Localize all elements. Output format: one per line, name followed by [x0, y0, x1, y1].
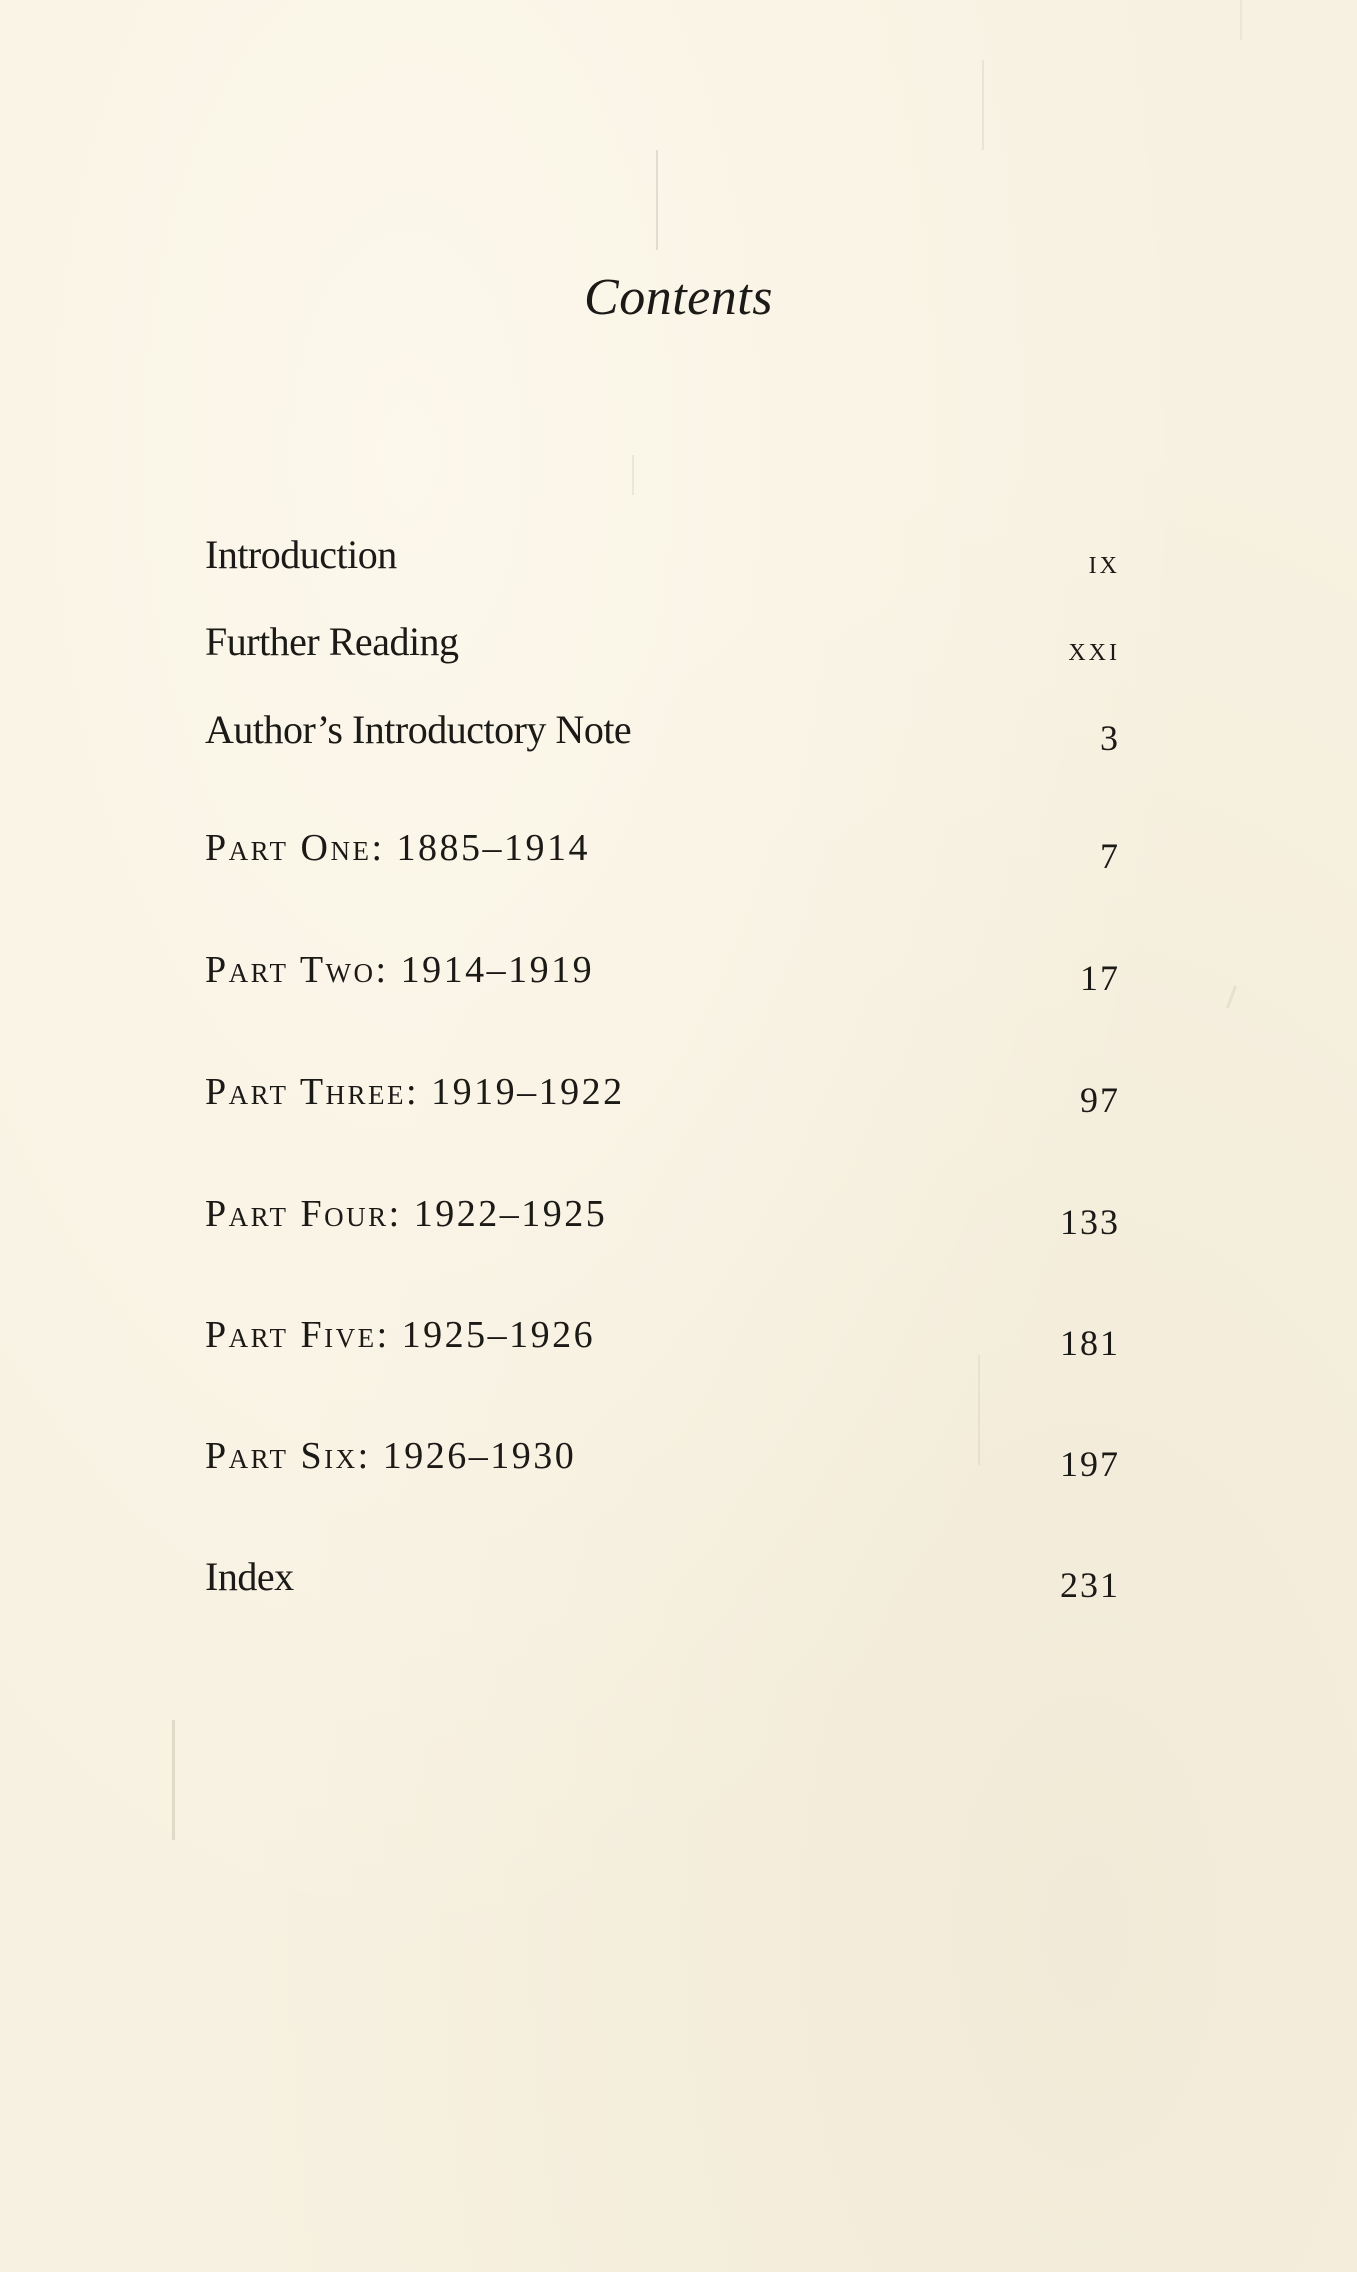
toc-entry-title: Part Three: 1919–1922 — [205, 1071, 625, 1113]
toc-entry-title: Part One: 1885–1914 — [205, 827, 591, 869]
toc-entry-page: xxi — [1068, 631, 1120, 668]
toc-entry-title: Part Four: 1922–1925 — [205, 1193, 608, 1235]
toc-entry-page: ix — [1088, 544, 1120, 581]
toc-entry-authors-note — [205, 700, 1120, 760]
toc-entry-title: Index — [205, 1554, 294, 1599]
toc-entry-page: 181 — [1060, 1323, 1120, 1363]
toc-entry-page: 3 — [1100, 718, 1120, 758]
toc-entry-introduction — [205, 525, 1120, 585]
page-title: Contents — [584, 269, 773, 326]
toc-entry-part-two — [205, 940, 1120, 1000]
paper-blemish — [982, 60, 984, 150]
paper-blemish — [172, 1720, 175, 1840]
toc-entry-page: 133 — [1060, 1202, 1120, 1242]
toc-entry-part-six — [205, 1426, 1120, 1486]
toc-entry-further-reading — [205, 612, 1120, 672]
toc-entry-page: 197 — [1060, 1444, 1120, 1484]
toc-entry-page: 231 — [1060, 1565, 1120, 1605]
toc-entry-title: Part Two: 1914–1919 — [205, 949, 595, 991]
toc-entry-page: 17 — [1080, 958, 1120, 998]
toc-entry-part-three — [205, 1062, 1120, 1122]
toc-entry-index — [205, 1547, 1120, 1607]
toc-entry-title: Further Reading — [205, 619, 459, 664]
toc-entry-part-four — [205, 1184, 1120, 1244]
toc-entry-title: Author’s Introductory Note — [205, 707, 632, 752]
toc-entry-part-five — [205, 1305, 1120, 1365]
toc-entry-title: Part Five: 1925–1926 — [205, 1314, 596, 1356]
paper-blemish — [1240, 0, 1242, 40]
toc-entry-title: Part Six: 1926–1930 — [205, 1435, 577, 1477]
toc-entry-title: Introduction — [205, 532, 397, 577]
paper-blemish — [656, 150, 658, 250]
paper-blemish — [1226, 985, 1237, 1009]
toc-entry-part-one — [205, 818, 1120, 878]
toc-entry-page: 97 — [1080, 1080, 1120, 1120]
paper-blemish — [632, 455, 634, 495]
toc-entry-page: 7 — [1100, 836, 1120, 876]
